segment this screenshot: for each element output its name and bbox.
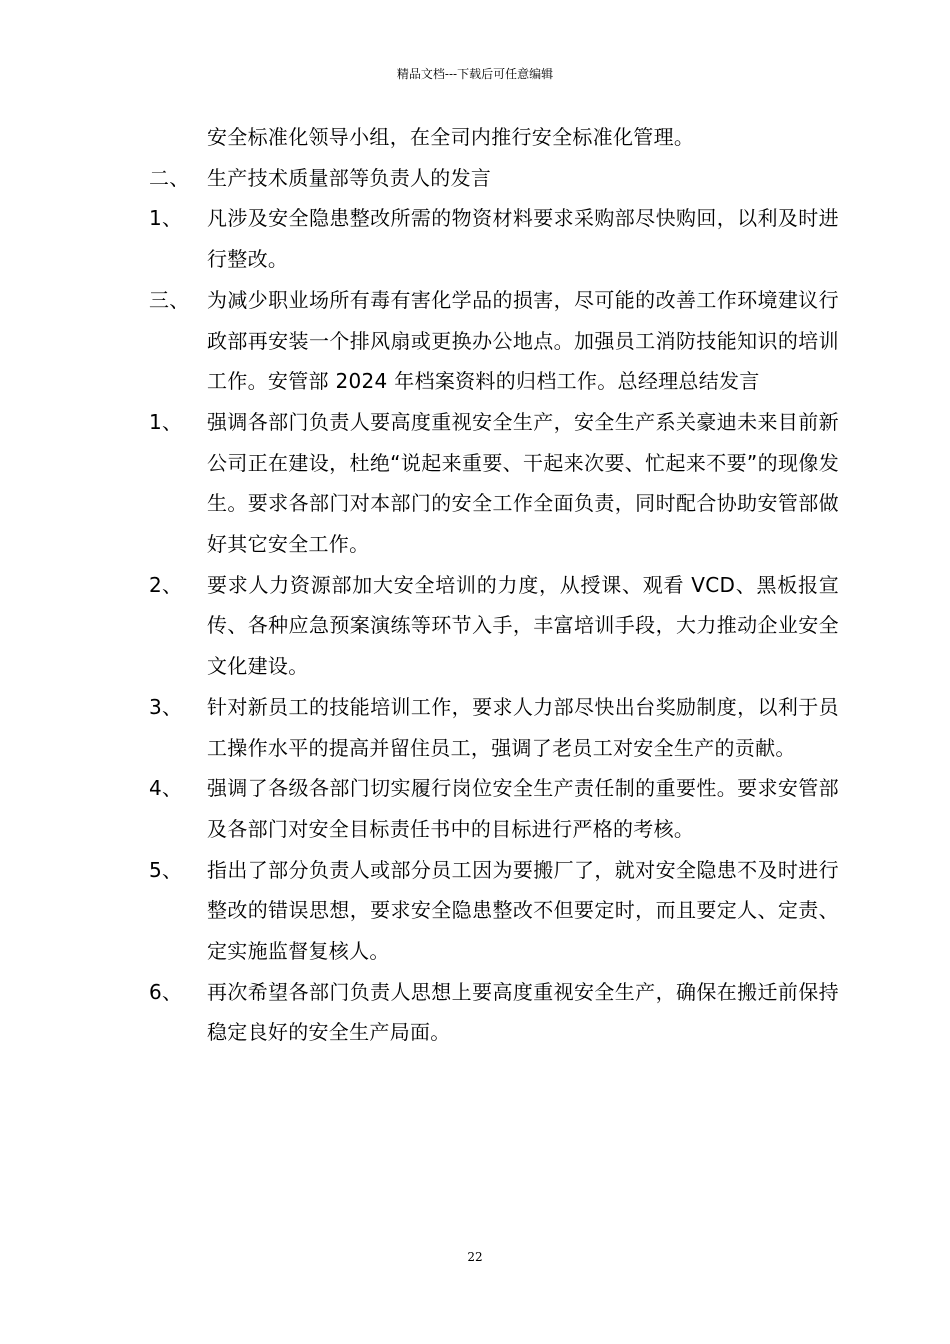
paragraph-marker: 3、 — [149, 694, 183, 719]
paragraph-text: 凡涉及安全隐患整改所需的物资材料要求采购部尽快购回，以利及时进行整改。 — [207, 206, 839, 272]
section-heading — [0, 158, 950, 199]
paragraph-text: 强调各部门负责人要高度重视安全生产，安全生产系关豪迪未来目前新公司正在建设，杜绝“说起来重要、干起来次要、忙起来不要”的现像发生。要求各部门对本部门的安全工作全面负责，同时配合协助安管部做好其它安全工作。 — [207, 409, 839, 557]
paragraph-marker: 三、 — [149, 287, 190, 312]
paragraph-marker: 5、 — [149, 857, 183, 882]
section-heading — [0, 280, 950, 402]
list-item — [0, 565, 950, 687]
paragraph-text: 针对新员工的技能培训工作，要求人力部尽快出台奖励制度，以利于员工操作水平的提高并留住员工，强调了老员工对安全生产的贡献。 — [207, 694, 839, 760]
list-item — [0, 850, 950, 972]
list-item — [0, 768, 950, 849]
list-item — [0, 402, 950, 565]
paragraph-marker: 6、 — [149, 979, 183, 1004]
paragraph-marker: 4、 — [149, 776, 183, 801]
paragraph-marker: 2、 — [149, 572, 183, 597]
paragraph-text: 指出了部分负责人或部分员工因为要搬厂了，就对安全隐患不及时进行整改的错误思想，要求安全隐患整改不但要定时，而且要定人、定责、定实施监督复核人。 — [207, 857, 839, 964]
paragraph-marker: 二、 — [149, 165, 190, 190]
paragraph-text: 再次希望各部门负责人思想上要高度重视安全生产，确保在搬迁前保持稳定良好的安全生产局面。 — [207, 979, 839, 1045]
paragraph-marker: 1、 — [149, 409, 183, 434]
page-header: 精品文档---下载后可任意编辑 — [396, 67, 554, 81]
paragraph — [0, 117, 950, 158]
list-item — [0, 972, 950, 1053]
paragraph-text: 强调了各级各部门切实履行岗位安全生产责任制的重要性。要求安管部及各部门对安全目标责任书中的目标进行严格的考核。 — [207, 776, 839, 841]
paragraph-text: 生产技术质量部等负责人的发言 — [207, 165, 492, 190]
list-item — [0, 687, 950, 768]
paragraph-text: 为减少职业场所有毒有害化学品的损害，尽可能的改善工作环境建议行政部再安装一个排风扇或更换办公地点。加强员工消防技能知识的培训工作。安管部 2024 年档案资料的归档工作。总经理总结发言 — [207, 287, 839, 394]
paragraph-text: 要求人力资源部加大安全培训的力度，从授课、观看 VCD、黑板报宣传、各种应急预案演练等环节入手，丰富培训手段，大力推动企业安全文化建设。 — [207, 572, 839, 679]
paragraph-marker: 1、 — [149, 206, 183, 231]
page-number: 22 — [467, 1250, 483, 1264]
document-body — [0, 117, 950, 1053]
paragraph-text: 安全标准化领导小组，在全司内推行安全标准化管理。 — [207, 125, 695, 149]
list-item — [0, 198, 950, 279]
